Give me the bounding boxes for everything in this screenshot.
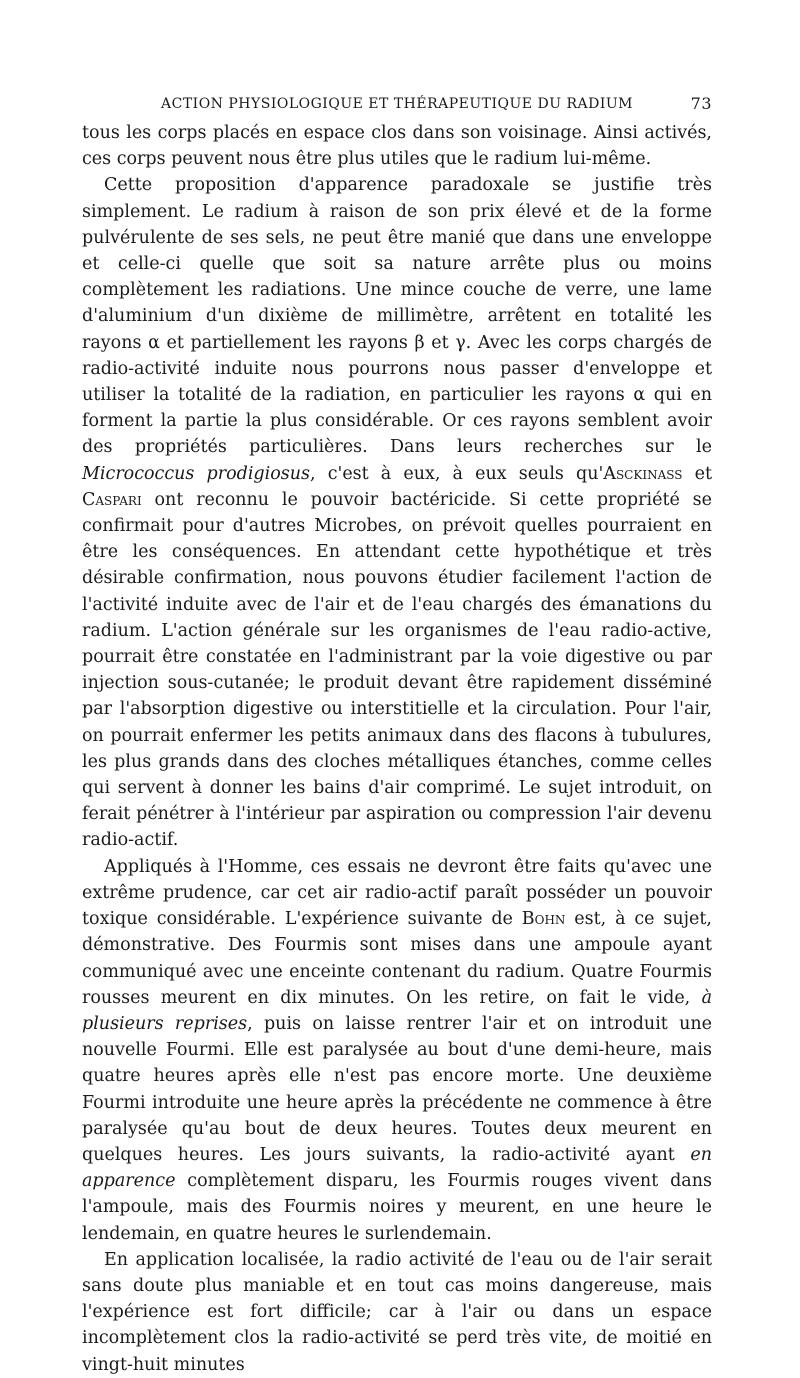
paragraph [82, 1247, 712, 1378]
text-run: complètement disparu, les Fourmis rouges vivent dans l'ampoule, mais des Fourmis noires y meurent, en une heure le lendemain, en quatre heures le surlendemain. [82, 1171, 712, 1244]
running-header [82, 92, 712, 120]
text-run: En application localisée, la radio activité de l'eau ou de l'air serait sans doute plus maniable et en tout cas moins dangereuse, mais l'expérience est fort difficile; car à l'air ou dans un espace incomplètement clos la radio-activité se perd très vite, de moitié en vingt-huit minutes [82, 1249, 712, 1375]
text-run: Appliqués à l'Homme, ces essais ne devront être faits qu'avec une extrême prudence, car cet air radio-actif paraît posséder un pouvoir toxique considérable. L'expérience suivante de [82, 856, 712, 930]
italic-text: en apparence [82, 1144, 712, 1192]
text-run: et [682, 463, 712, 484]
text-run: , c'est à eux, à eux seuls qu' [310, 463, 604, 484]
body-text [82, 120, 712, 1378]
text-run: ont reconnu le pouvoir bactéricide. Si cette propriété se confirmait pour d'autres Microbes, on prévoit quelles pourraient en être les conséquences. En attendant cette hypothétique et très désirable confirmation, nous pouvons étudier facilement l'action de l'activité induite avec de l'air et de l'eau chargés des émanations du radium. L'action générale sur les organismes de l'eau radio-active, pourrait être constatée en l'administrant par la voie digestive ou par injection sous-cutanée; le produit devant être rapidement disséminé par l'absorption digestive ou interstitielle et la circulation. Pour l'air, on pourrait enfermer les petits animaux dans des flacons à tubulures, les plus grands dans des cloches métalliques étanches, comme celles qui servent à donner les bains d'air comprimé. Le sujet introduit, on ferait pénétrer à l'intérieur par aspiration ou compression l'air devenu radio-actif. [82, 489, 712, 851]
paragraph [82, 172, 712, 853]
author-name: Asckinass [603, 463, 683, 484]
author-name: Caspari [82, 489, 142, 510]
italic-text: Micrococcus prodigiosus [82, 463, 311, 484]
book-page [82, 92, 712, 1378]
text-run: tous les corps placés en espace clos dans son voisinage. Ainsi activés, ces corps peuvent nous être plus utiles que le radium lui-même. [82, 123, 712, 170]
page-number: 73 [690, 94, 712, 113]
paragraph [82, 120, 712, 172]
text-run: Cette proposition d'apparence paradoxale se justifie très simplement. Le radium à raison de son prix élevé et de la forme pulvérulente de ses sels, ne peut être manié que dans une enveloppe et celle-ci quelle que soit sa nature arrête plus ou moins complètement les radiations. Une mince couche de verre, une lame d'aluminium d'un dixième de millimètre, arrêtent en totalité les rayons α et partiellement les rayons β et γ. Avec les corps chargés de radio-activité induite nous pourrons nous passer d'enveloppe et utiliser la totalité de la radiation, en particulier les rayons α qui en forment la partie la plus considérable. Or ces rayons semblent avoir des propriétés particulières. Dans leurs recherches sur le [82, 175, 712, 458]
italic-text: à plusieurs reprises [82, 987, 712, 1034]
text-run: , puis on laisse rentrer l'air et on introduit une nouvelle Fourmi. Elle est paralysée au bout d'une demi-heure, mais quatre heures après elle n'est pas encore morte. Une deuxième Fourmi introduite une heure après la précédente ne commence à être paralysée qu'au bout de deux heures. Toutes deux meurent en quelques heures. Les jours suivants, la radio-activité ayant [82, 1013, 713, 1165]
paragraph [82, 854, 712, 1247]
running-title: ACTION PHYSIOLOGIQUE ET THÉRAPEUTIQUE DU RADIUM [161, 96, 633, 112]
author-name: Bohn [521, 909, 566, 930]
text-run: est, à ce sujet, démonstrative. Des Fourmis sont mises dans une ampoule ayant communiqué avec une enceinte contenant du radium. Quatre Fourmis rousses meurent en dix minutes. On les retire, on fait le vide, [82, 909, 712, 1008]
